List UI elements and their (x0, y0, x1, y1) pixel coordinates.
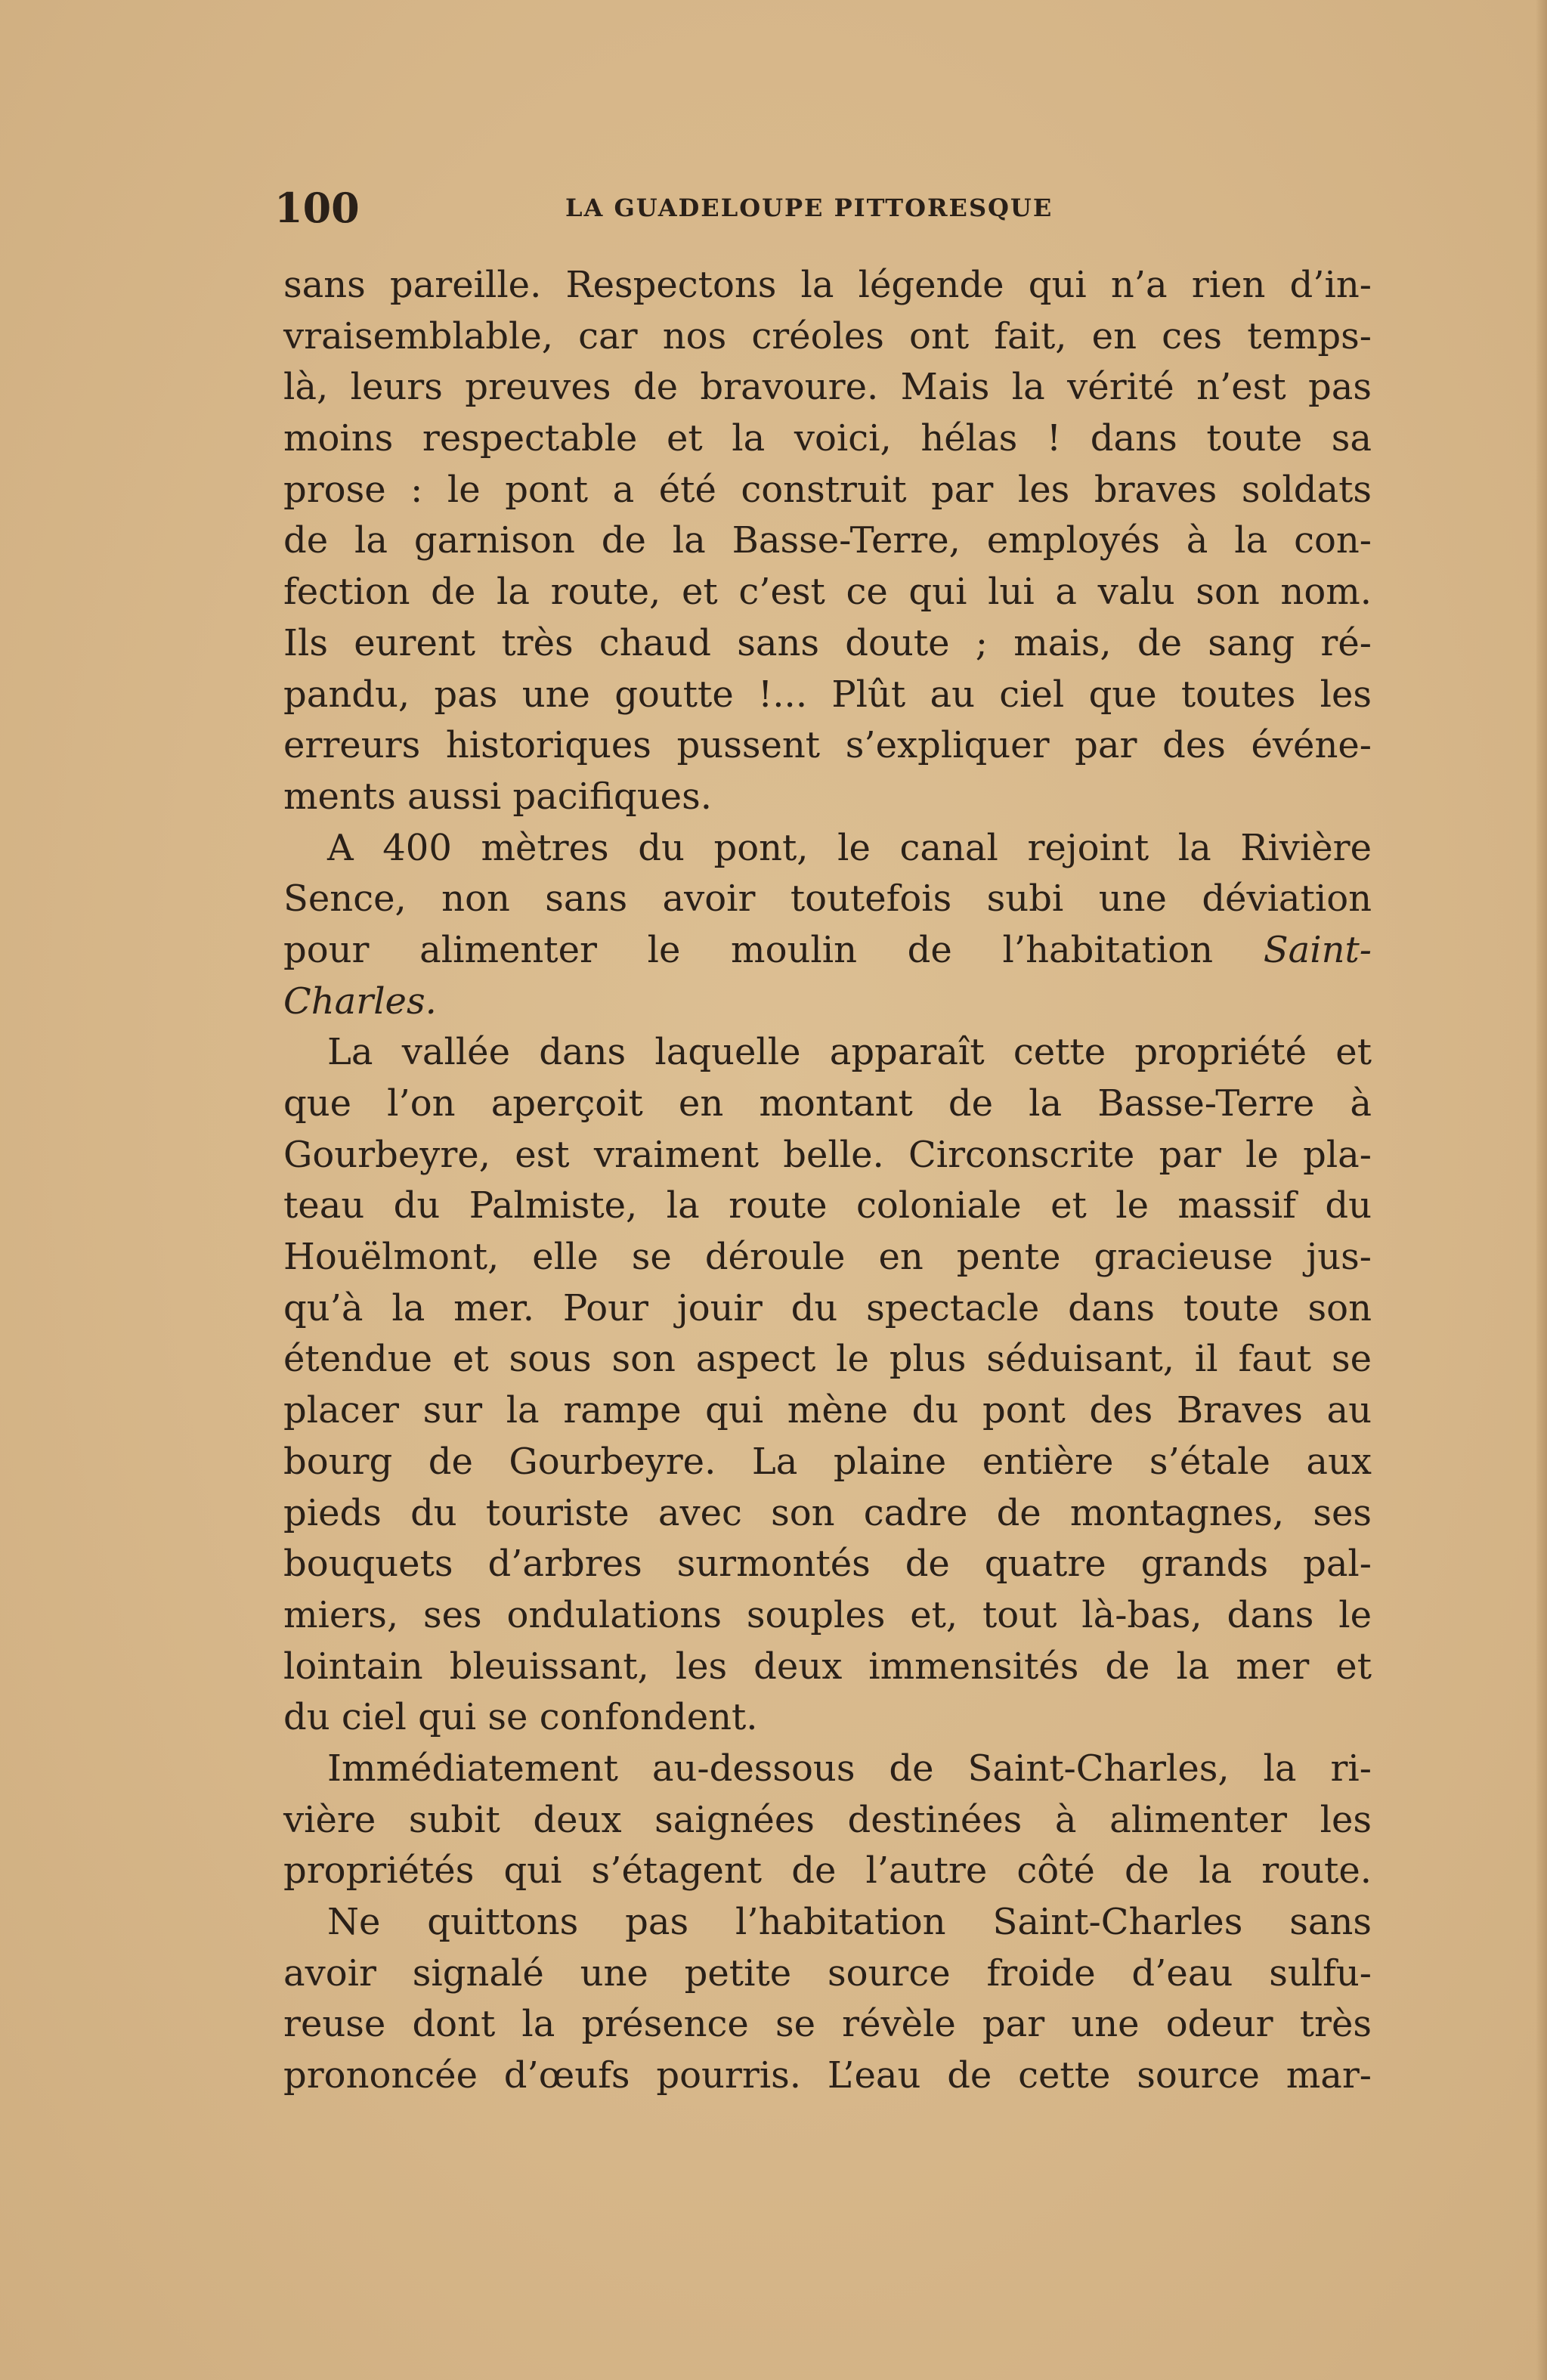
text-line: Gourbeyre, est vraiment belle. Circonscrite par le pla- (283, 1133, 1372, 1176)
text-line: vraisemblable, car nos créoles ont fait, en ces temps- (283, 314, 1372, 357)
text-line: avoir signalé une petite source froide d’eau sulfu- (283, 1951, 1372, 1995)
text-line (283, 976, 1372, 1028)
text-line: bourg de Gourbeyre. La plaine entière s’étale aux (283, 1440, 1372, 1483)
page-header (274, 181, 1378, 234)
text-line: Sence, non sans avoir toutefois subi une déviation (283, 877, 1372, 921)
text-line: là, leurs preuves de bravoure. Mais la vérité n’est pas (283, 366, 1372, 409)
text-line: reuse dont la présence se révèle par une odeur très (283, 2003, 1372, 2046)
text-line: Immédiatement au-dessous de Saint-Charles, la ri- (327, 1747, 1372, 1790)
text-line: Ils eurent très chaud sans doute ; mais, de sang ré- (283, 621, 1372, 664)
text-line: bouquets d’arbres surmontés de quatre grands pal- (283, 1543, 1372, 1586)
text-line: pieds du touriste avec son cadre de montagnes, ses (283, 1491, 1372, 1534)
text-line: placer sur la rampe qui mène du pont des Braves au (283, 1389, 1372, 1432)
text-line: prose : le pont a été construit par les braves soldats (283, 468, 1372, 511)
text-line: de la garnison de la Basse-Terre, employés à la con- (283, 519, 1372, 562)
text-line: pandu, pas une goutte !... Plût au ciel que toutes les (283, 673, 1372, 716)
text-line: La vallée dans laquelle apparaît cette propriété et (327, 1031, 1372, 1074)
text-span: pour alimenter le moulin de l’habitation (283, 928, 1264, 971)
text-line (283, 925, 1372, 976)
text-line: Ne quittons pas l’habitation Saint-Charles sans (327, 1901, 1372, 1943)
text-line: miers, ses ondulations souples et, tout là-bas, dans le (283, 1593, 1372, 1636)
text-line: sans pareille. Respectons la légende qui n’a rien d’in- (283, 264, 1372, 306)
text-line: Houëlmont, elle se déroule en pente gracieuse jus- (283, 1236, 1372, 1279)
italic-name: Charles. (283, 980, 437, 1023)
text-line: erreurs historiques pussent s’expliquer par des événe- (283, 724, 1372, 767)
text-line: que l’on aperçoit en montant de la Basse-Terre à (283, 1082, 1372, 1125)
running-title: LA GUADELOUPE PITTORESQUE (565, 193, 1054, 222)
text-line: propriétés qui s’étagent de l’autre côté de la route. (283, 1849, 1372, 1893)
page-number: 100 (274, 184, 360, 232)
page-edge (1536, 0, 1547, 2380)
text-line: qu’à la mer. Pour jouir du spectacle dans toute son (283, 1286, 1372, 1329)
text-line: A 400 mètres du pont, le canal rejoint la Rivière (327, 826, 1372, 869)
text-line: étendue et sous son aspect le plus séduisant, il faut se (283, 1338, 1372, 1381)
text-line: fection de la route, et c’est ce qui lui a valu son nom. (283, 571, 1372, 614)
text-line: du ciel qui se confondent. (283, 1696, 758, 1739)
italic-name: Saint- (1263, 928, 1372, 971)
text-line: moins respectable et la voici, hélas ! dans toute sa (283, 417, 1372, 460)
text-line: prononcée d’œufs pourris. L’eau de cette source mar- (283, 2054, 1372, 2097)
text-line: teau du Palmiste, la route coloniale et le massif du (283, 1184, 1372, 1227)
text-line: ments aussi pacifiques. (283, 775, 712, 818)
text-line: lointain bleuissant, les deux immensités de la mer et (283, 1645, 1372, 1688)
text-line: vière subit deux saignées destinées à alimenter les (283, 1798, 1372, 1841)
body-text (283, 260, 1372, 2102)
